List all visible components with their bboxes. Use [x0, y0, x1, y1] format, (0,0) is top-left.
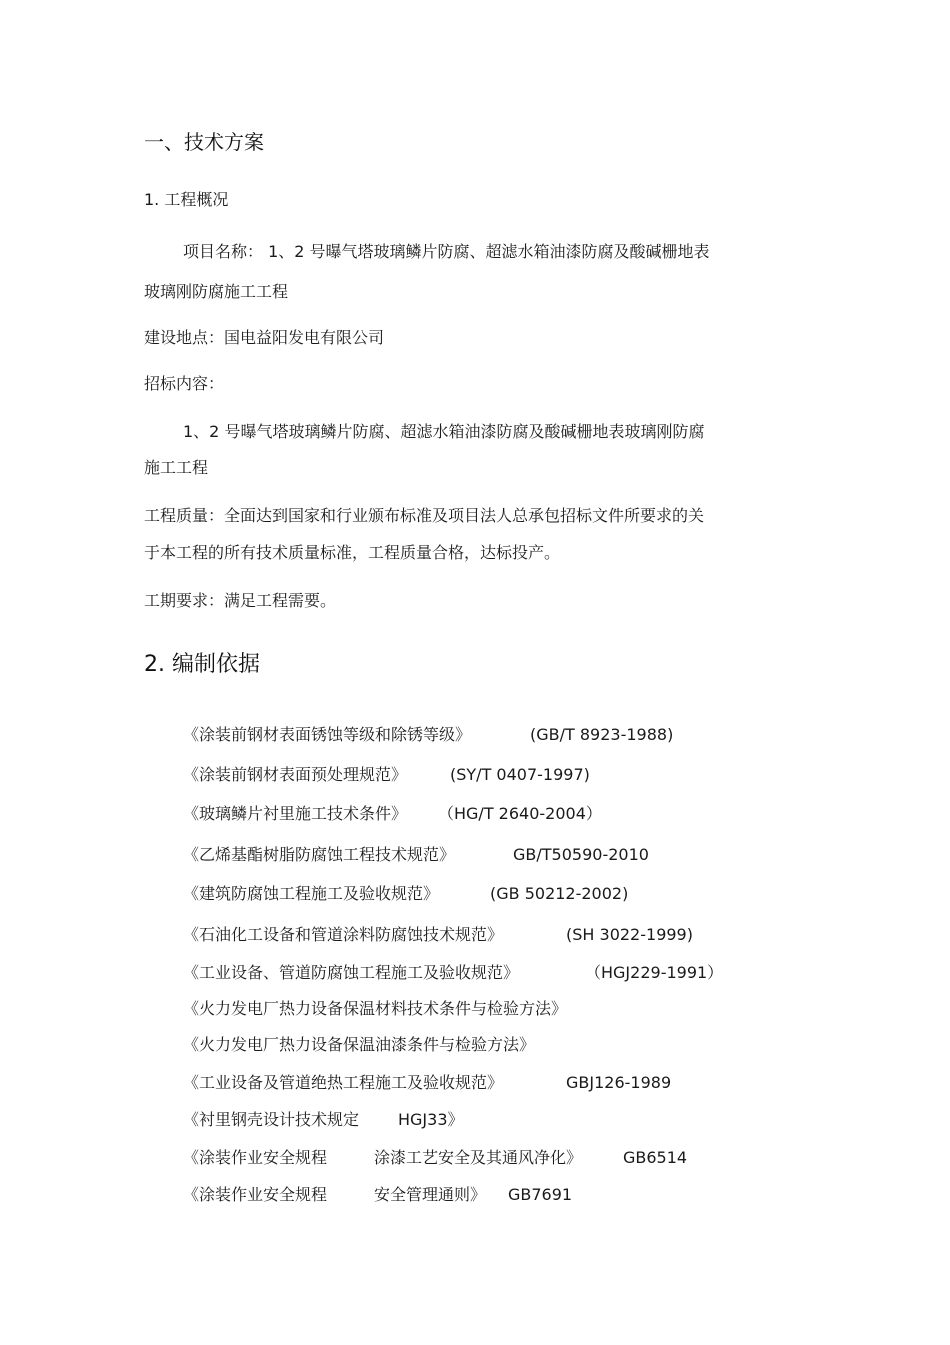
reference-title: 《建筑防腐蚀工程施工及验收规范》: [183, 884, 440, 903]
reference-subtitle: 安全管理通则》: [374, 1185, 487, 1204]
reference-title: 《涂装前钢材表面锈蚀等级和除锈等级》: [183, 725, 472, 744]
reference-code: GBJ126-1989: [566, 1073, 672, 1092]
schedule-requirement: 工期要求：满足工程需要。: [144, 591, 337, 610]
reference-code: GB6514: [623, 1148, 688, 1167]
overview-heading: 1. 工程概况: [144, 190, 229, 209]
basis-heading: 2. 编制依据: [144, 652, 260, 677]
reference-subtitle: 涂漆工艺安全及其通风净化》: [374, 1148, 583, 1167]
reference-code: GB/T50590-2010: [513, 845, 649, 864]
construction-location: 建设地点：国电益阳发电有限公司: [144, 328, 385, 347]
reference-title: 《石油化工设备和管道涂料防腐蚀技术规范》: [183, 925, 504, 944]
reference-title: 《乙烯基酯树脂防腐蚀工程技术规范》: [183, 845, 456, 864]
reference-code: (GB 50212-2002): [490, 884, 629, 903]
reference-code: GB7691: [508, 1185, 573, 1204]
project-name-line-2: 玻璃刚防腐施工工程: [144, 282, 289, 301]
reference-title: 《火力发电厂热力设备保温材料技术条件与检验方法》: [183, 999, 568, 1018]
reference-title: 《涂装作业安全规程: [183, 1148, 328, 1167]
reference-title: 《涂装作业安全规程: [183, 1185, 328, 1204]
bid-label: 招标内容：: [144, 374, 225, 393]
section-title: 一、技术方案: [144, 130, 264, 154]
reference-code: (GB/T 8923-1988): [530, 725, 674, 744]
bid-content-line-1: 1、2 号曝气塔玻璃鳞片防腐、超滤水箱油漆防腐及酸碱栅地表玻璃刚防腐: [183, 422, 705, 441]
reference-code: (SH 3022-1999): [566, 925, 693, 944]
reference-code: HGJ33》: [398, 1110, 464, 1129]
quality-line-2: 于本工程的所有技术质量标准，工程质量合格，达标投产。: [144, 543, 561, 562]
quality-line-1: 工程质量：全面达到国家和行业颁布标准及项目法人总承包招标文件所要求的关: [144, 506, 705, 525]
reference-title: 《衬里钢壳设计技术规定: [183, 1110, 360, 1129]
reference-title: 《涂装前钢材表面预处理规范》: [183, 765, 408, 784]
reference-title: 《火力发电厂热力设备保温油漆条件与检验方法》: [183, 1035, 536, 1054]
bid-content-line-2: 施工工程: [144, 458, 209, 477]
reference-title: 《工业设备及管道绝热工程施工及验收规范》: [183, 1073, 504, 1092]
project-name-line-1: 项目名称： 1、2 号曝气塔玻璃鳞片防腐、超滤水箱油漆防腐及酸碱栅地表: [183, 242, 710, 261]
reference-code: （HG/T 2640-2004）: [438, 804, 602, 823]
reference-title: 《工业设备、管道防腐蚀工程施工及验收规范》: [183, 963, 520, 982]
reference-code: (SY/T 0407-1997): [450, 765, 590, 784]
reference-code: （HGJ229-1991）: [585, 963, 724, 982]
reference-title: 《玻璃鳞片衬里施工技术条件》: [183, 804, 408, 823]
